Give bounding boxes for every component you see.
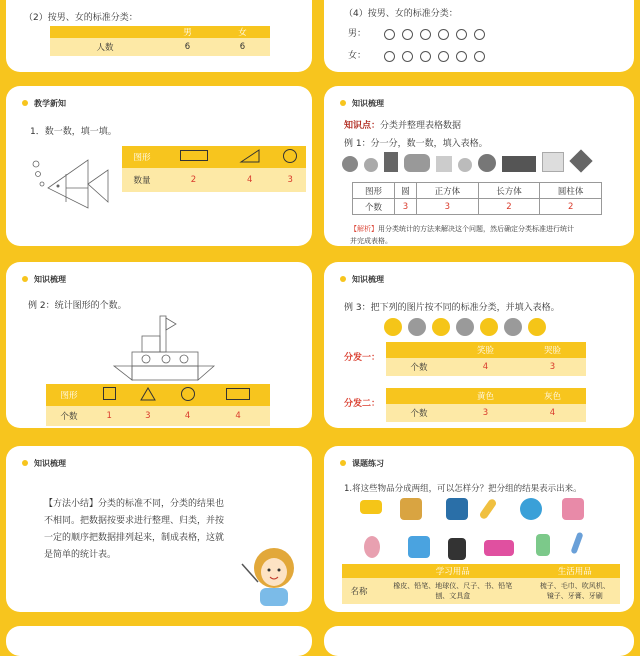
boat-figure-icon: [112, 314, 216, 384]
solid-count-table: 图形 圆 正方体 长方体 圆柱体 个数 3 3 2 2: [352, 182, 602, 215]
cry-face-icon: [504, 318, 522, 336]
method-1-label: 分发一：: [344, 353, 381, 363]
face-icon: [474, 29, 485, 40]
slide-thumb-7[interactable]: [6, 446, 312, 612]
triangle-icon: [239, 149, 261, 163]
analysis-text-2: 并完成表格。: [350, 237, 392, 245]
ball-icon: [364, 158, 378, 172]
triangle-icon: [140, 387, 156, 401]
smile-face-icon: [456, 318, 474, 336]
example-text: 例 1：分一分，数一数，填入表格。: [344, 139, 488, 149]
face-icon: [402, 29, 413, 40]
solid-shapes-row: [342, 150, 592, 172]
box-icon: [384, 152, 398, 172]
emoji-row: [384, 318, 546, 336]
face-icon: [402, 51, 413, 62]
comb-icon: [360, 500, 382, 514]
face-icon: [384, 29, 395, 40]
toothbrush-icon: [570, 532, 583, 555]
slide-thumb-5[interactable]: [6, 262, 312, 428]
slide-thumb-6[interactable]: [324, 262, 634, 428]
ball-icon: [458, 158, 472, 172]
task-text: 1．数一数，填一填。: [30, 127, 117, 137]
question-text: （4）按男、女的标准分类：: [344, 9, 458, 19]
smile-face-icon: [480, 318, 498, 336]
male-faces: [384, 24, 492, 43]
teacher-illustration-icon: [238, 542, 298, 606]
task-text: 1.将这些物品分成两组，可以怎样分？把分组的结果表示出来。: [344, 484, 582, 494]
section-title: 知识梳理: [340, 274, 384, 285]
towel-icon: [446, 498, 468, 520]
items-group-table: 学习用品 生活用品 名称 橡皮、铅笔、地球仪、尺子、书、铅笔 刨、文具盒 梳子、毛巾、吹风机、 镜子、牙膏、牙刷: [342, 564, 620, 604]
section-title: 知识梳理: [340, 98, 384, 109]
pencil-case-icon: [484, 540, 514, 556]
brush-icon: [400, 498, 422, 520]
slide-thumb-8[interactable]: [324, 446, 634, 612]
face-icon: [384, 51, 395, 62]
fish-figure-icon: [28, 148, 118, 218]
face-icon: [420, 51, 431, 62]
section-title: 教学新知: [22, 98, 66, 109]
face-icon: [456, 29, 467, 40]
slide-thumb-2[interactable]: [324, 0, 634, 72]
slide-thumb-4[interactable]: [324, 86, 634, 246]
mirror-icon: [364, 536, 380, 558]
cube-icon: [569, 149, 592, 172]
cube-icon: [436, 156, 452, 172]
rectangle-icon: [180, 150, 208, 161]
question-text: （2）按男、女的标准分类：: [24, 13, 138, 23]
pencil-sharpener-icon: [448, 538, 466, 560]
face-icon: [438, 29, 449, 40]
pencil-icon: [478, 498, 497, 521]
example-text: 例 3：把下列的图片按不同的标准分类，并填入表格。: [344, 303, 560, 313]
method-summary: 【方法小结】分类的标准不同，分类的结果也 不相同。把数据按要求进行整理、归类，并按 一定的顺序把数据排列起来，制成表格，这就 是简单的统计表。: [44, 499, 225, 560]
cry-face-icon: [408, 318, 426, 336]
gender-count-table: 男 女 人数 6 6: [50, 26, 270, 56]
section-title: 知识梳理: [22, 458, 66, 469]
cylinder-icon: [404, 154, 430, 172]
female-faces: [384, 46, 492, 65]
hair-dryer-icon: [562, 498, 584, 520]
shape-count-table: 图形 数量 2 4 3: [122, 146, 306, 192]
smile-face-icon: [384, 318, 402, 336]
smile-face-icon: [528, 318, 546, 336]
cry-face-icon: [432, 318, 450, 336]
knowledge-point: 知识点：分类并整理表格数据: [344, 121, 462, 131]
book-icon: [408, 536, 430, 558]
section-title: 知识梳理: [22, 274, 66, 285]
ball-icon: [342, 156, 358, 172]
face-icon: [474, 51, 485, 62]
face-icon: [420, 29, 431, 40]
toothpaste-icon: [536, 534, 550, 556]
section-title: 课题练习: [340, 458, 384, 469]
male-label: 男：: [348, 29, 367, 39]
analysis-text: 【解析】用分类统计的方法来解决这个问题，然后确定分类标准进行统计: [350, 225, 574, 233]
face-icon: [438, 51, 449, 62]
slide-thumb-10[interactable]: [324, 626, 634, 656]
cube-icon: [542, 152, 564, 172]
slide-thumb-1[interactable]: [6, 0, 312, 72]
ball-icon: [478, 154, 496, 172]
female-label: 女：: [348, 51, 367, 61]
example-text: 例 2：统计图形的个数。: [28, 301, 127, 311]
square-icon: [103, 387, 116, 400]
circle-icon: [283, 149, 297, 163]
face-icon: [456, 51, 467, 62]
method-2-table: 黄色 灰色 个数 3 4: [386, 388, 586, 422]
slide-thumb-9[interactable]: [6, 626, 312, 656]
method-2-label: 分发二：: [344, 399, 381, 409]
circle-icon: [181, 387, 195, 401]
box-icon: [502, 156, 536, 172]
globe-icon: [520, 498, 542, 520]
slide-thumb-3[interactable]: [6, 86, 312, 246]
shape-count-table: 图形 个数 1 3 4 4: [46, 384, 270, 426]
method-1-table: 笑脸 哭脸 个数 4 3: [386, 342, 586, 376]
rectangle-icon: [226, 388, 250, 400]
